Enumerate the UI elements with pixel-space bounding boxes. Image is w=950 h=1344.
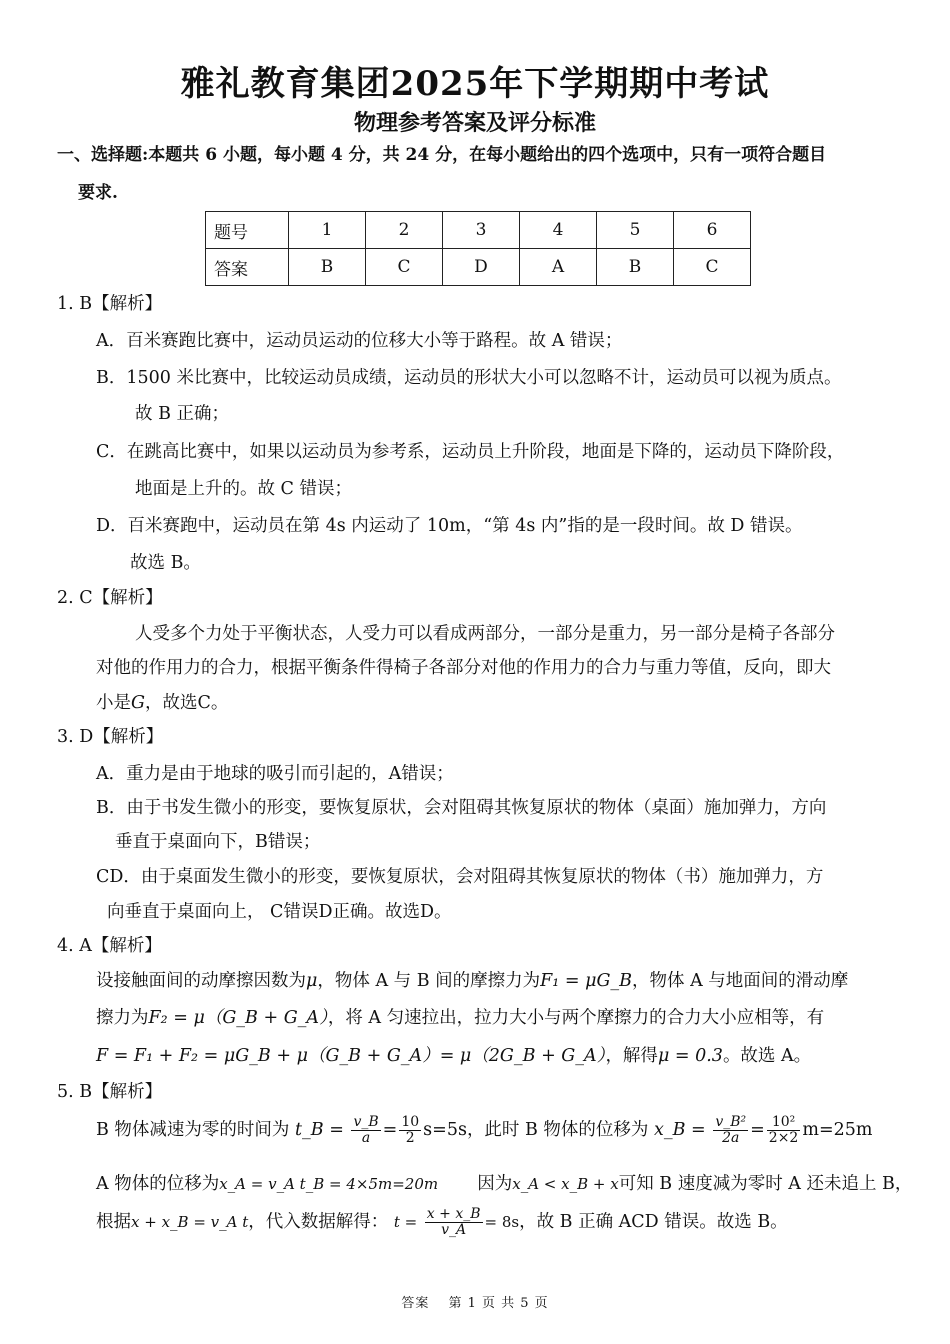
q5-formula: s=5s <box>423 1120 467 1140</box>
question-2-heading: 2. C【解析】 <box>57 588 163 608</box>
table-cell: 5 <box>597 212 674 249</box>
q5-text-line <box>96 1207 788 1238</box>
q4-formula: F = F₁ + F₂ = μG_B + μ（G_B + G_A）= μ（2G_B + G_A） <box>96 1046 606 1066</box>
fraction-denominator: a <box>361 1130 371 1146</box>
q3-option-cd-cont: 向垂直于桌面向上， C错误D正确。故选D。 <box>107 902 452 922</box>
q5-formula: x + x_B = v_A t <box>131 1213 249 1231</box>
page-subtitle: 物理参考答案及评分标准 <box>353 111 596 136</box>
question-5-heading: 5. B【解析】 <box>57 1082 163 1102</box>
q2-text-line: 对他的作用力的合力，根据平衡条件得椅子各部分对他的作用力的合力与重力等值，反向，即大 <box>96 658 831 678</box>
table-cell: 3 <box>443 212 520 249</box>
answer-table <box>205 211 751 286</box>
q2-text-line: 人受多个力处于平衡状态，人受力可以看成两部分，一部分是重力，另一部分是椅子各部分 <box>135 624 835 644</box>
q5-text: 因为 <box>477 1174 513 1194</box>
q5-fraction <box>713 1115 748 1146</box>
q5-text: A 物体的位移为 <box>96 1174 220 1194</box>
table-header-cell: 答案 <box>206 249 289 286</box>
table-cell: 2 <box>366 212 443 249</box>
q5-text: 可知 B 速度减为零时 A 还未追上 B， <box>618 1174 913 1194</box>
q5-text: 根据 <box>96 1212 131 1232</box>
fraction-denominator: v_A <box>441 1222 467 1238</box>
section-heading-cont: 要求. <box>78 183 118 203</box>
q4-text: 擦力为 <box>96 1008 149 1028</box>
q5-fraction <box>351 1115 380 1146</box>
q5-text: B 物体减速为零的时间为 <box>96 1120 290 1140</box>
q4-text: 。故选 A。 <box>722 1046 812 1066</box>
q5-fraction <box>399 1115 421 1146</box>
q3-option-b: B．由于书发生微小的形变，要恢复原状，会对阻碍其恢复原状的物体（桌面）施加弹力，方向 <box>96 798 827 818</box>
fraction-numerator: 10 <box>401 1114 420 1130</box>
q2-text: 小是 <box>96 693 131 713</box>
table-cell: C <box>366 249 443 286</box>
table-cell: C <box>674 249 751 286</box>
q5-text-line <box>96 1170 912 1195</box>
fraction-denominator: 2 <box>405 1130 415 1146</box>
fraction-numerator: 10² <box>767 1115 801 1131</box>
q5-text-line: B 物体减速为零的时间为 t_B = $\frac{v\_B}{a}$ = $\frac{10}{2}$ s=5s，此时 B 物体的位移为 x_B = $\frac{\text{v\_B²}}{2a}$ = $\frac{\text{10²}}{2\times 2}$ m=25m <box>96 1114 873 1146</box>
q5-text: ，故 B 正确 ACD 错误。故选 B。 <box>519 1212 788 1232</box>
q5-fraction <box>767 1115 801 1146</box>
question-4-heading: 4. A【解析】 <box>57 936 162 956</box>
q1-option-c-cont: 地面是上升的。故 C 错误； <box>135 479 353 499</box>
section-heading: 一、选择题:本题共 6 小题，每小题 4 分，共 24 分，在每小题给出的四个选项中，只有一项符合题目 <box>57 145 827 165</box>
q5-formula: = 8s <box>484 1213 520 1231</box>
table-cell: A <box>520 249 597 286</box>
q5-formula: t_B = <box>295 1120 344 1140</box>
q5-formula: x_A < x_B + x <box>512 1175 619 1193</box>
question-1-heading: 1. B【解析】 <box>57 294 163 314</box>
q4-text: ，解得 <box>605 1046 658 1066</box>
q4-text: 设接触面间的动摩擦因数为 <box>96 971 306 991</box>
q2-text-line <box>96 689 228 714</box>
q4-text: ，物体 A 与地面间的滑动摩 <box>632 971 849 991</box>
q1-option-a: A．百米赛跑比赛中，运动员运动的位移大小等于路程。故 A 错误； <box>96 331 623 351</box>
q4-formula: μ <box>306 971 318 991</box>
q3-option-a: A．重力是由于地球的吸引而引起的，A错误； <box>96 764 454 784</box>
q4-text-line <box>96 1042 811 1067</box>
q1-option-c: C．在跳高比赛中，如果以运动员为参考系，运动员上升阶段，地面是下降的，运动员下降阶段， <box>96 442 845 462</box>
fraction-numerator: v_B² <box>715 1114 747 1130</box>
table-header-cell: 题号 <box>206 212 289 249</box>
q4-text: ，物体 A 与 B 间的摩擦力为 <box>317 971 541 991</box>
q5-formula: m=25m <box>802 1120 873 1140</box>
fraction-denominator: 2a <box>722 1130 740 1146</box>
q2-text: ，故选C。 <box>144 693 229 713</box>
q4-text-line <box>96 1004 824 1029</box>
q5-fraction <box>425 1207 483 1238</box>
q4-text-line <box>96 967 848 992</box>
fraction-numerator: v_B <box>353 1114 379 1130</box>
table-cell: 1 <box>289 212 366 249</box>
q3-option-b-cont: 垂直于桌面向下，B错误； <box>115 832 321 852</box>
q5-text: ，此时 B 物体的位移为 <box>466 1120 649 1140</box>
q5-formula: x_A = v_A t_B = 4×5m=20m <box>219 1175 439 1193</box>
q1-conclusion: 故选 B。 <box>130 553 201 573</box>
q4-formula: μ = 0.3 <box>657 1046 723 1066</box>
table-cell: B <box>597 249 674 286</box>
q5-formula: x_B = <box>654 1120 706 1140</box>
q1-option-b-cont: 故 B 正确； <box>135 404 229 424</box>
q5-formula: t = <box>393 1213 418 1231</box>
q1-option-b: B．1500 米比赛中，比较运动员成绩，运动员的形状大小可以忽略不计，运动员可以视为质点。 <box>96 368 842 388</box>
q4-text: ，将 A 匀速拉出，拉力大小与两个摩擦力的合力大小应相等，有 <box>327 1008 825 1028</box>
q1-option-d: D．百米赛跑中，运动员在第 4s 内运动了 10m，“第 4s 内”指的是一段时间。故 D 错误。 <box>96 516 803 536</box>
q4-formula: F₂ = μ（G_B + G_A） <box>148 1008 328 1028</box>
table-cell: 6 <box>674 212 751 249</box>
table-row <box>206 212 751 249</box>
page-footer: 答案 第 1 页 共 5 页 <box>401 1296 549 1311</box>
q2-variable: G <box>131 693 145 713</box>
table-cell: B <box>289 249 366 286</box>
question-3-heading: 3. D【解析】 <box>57 727 164 747</box>
table-cell: 4 <box>520 212 597 249</box>
page-title: 雅礼教育集团2025年下学期期中考试 <box>180 64 770 104</box>
table-cell: D <box>443 249 520 286</box>
q5-text: ，代入数据解得： <box>248 1212 389 1232</box>
q4-formula: F₁ = μG_B <box>540 971 633 991</box>
q3-option-cd: CD．由于桌面发生微小的形变，要恢复原状，会对阻碍其恢复原状的物体（书）施加弹力，方 <box>96 867 824 887</box>
fraction-numerator: x + x_B <box>426 1206 481 1222</box>
fraction-denominator: 2×2 <box>768 1130 799 1146</box>
table-row <box>206 249 751 286</box>
